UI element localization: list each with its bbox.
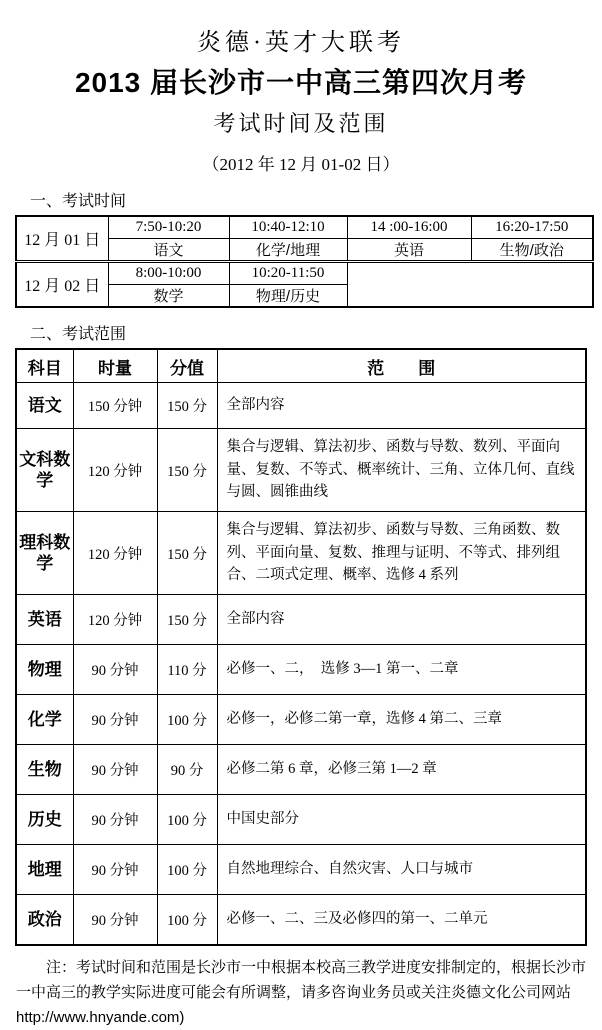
table-row xyxy=(16,845,586,895)
score-cell: 100 分 xyxy=(157,795,217,845)
subject-cell: 文科数学 xyxy=(16,429,73,512)
date-cell: 12 月 01 日 xyxy=(16,216,108,262)
exam-scope-table xyxy=(15,348,587,946)
subject-cell: 语文 xyxy=(108,239,229,262)
table-row xyxy=(16,645,586,695)
score-cell: 150 分 xyxy=(157,429,217,512)
table-row xyxy=(16,695,586,745)
col-header-score: 分值 xyxy=(157,349,217,383)
time-cell: 7:50-10:20 xyxy=(108,216,229,239)
range-cell: 全部内容 xyxy=(217,383,586,429)
table-row xyxy=(16,795,586,845)
subject-cell: 化学 xyxy=(16,695,73,745)
score-cell: 100 分 xyxy=(157,895,217,945)
exam-time-table xyxy=(15,215,594,308)
col-header-duration: 时量 xyxy=(73,349,157,383)
score-cell: 150 分 xyxy=(157,595,217,645)
col-header-range: 范 围 xyxy=(217,349,586,383)
col-header-subject: 科目 xyxy=(16,349,73,383)
table-row xyxy=(16,595,586,645)
score-cell: 150 分 xyxy=(157,383,217,429)
table-row xyxy=(16,429,586,512)
date-cell: 12 月 02 日 xyxy=(16,262,108,308)
time-cell: 14 :00-16:00 xyxy=(347,216,471,239)
duration-cell: 150 分钟 xyxy=(73,383,157,429)
subject-cell: 语文 xyxy=(16,383,73,429)
table-row xyxy=(16,512,586,595)
table-row xyxy=(16,216,593,239)
score-cell: 110 分 xyxy=(157,645,217,695)
section-heading-exam-scope: 二、考试范围 xyxy=(30,326,127,343)
duration-cell: 90 分钟 xyxy=(73,645,157,695)
subject-cell: 英语 xyxy=(16,595,73,645)
duration-cell: 120 分钟 xyxy=(73,595,157,645)
subject-cell: 历史 xyxy=(16,795,73,845)
range-cell: 中国史部分 xyxy=(217,795,586,845)
time-cell: 10:40-12:10 xyxy=(229,216,347,239)
time-cell: 8:00-10:00 xyxy=(108,262,229,285)
brand-title: 炎德·英才大联考 xyxy=(197,30,405,56)
score-cell: 100 分 xyxy=(157,845,217,895)
duration-cell: 120 分钟 xyxy=(73,429,157,512)
range-cell: 必修一、二、三及必修四的第一、二单元 xyxy=(217,895,586,945)
range-cell: 必修一，必修二第一章，选修 4 第二、三章 xyxy=(217,695,586,745)
exam-date-range: （2012 年 12 月 01-02 日） xyxy=(202,155,400,174)
duration-cell: 90 分钟 xyxy=(73,795,157,845)
time-cell: 16:20-17:50 xyxy=(471,216,593,239)
subject-cell: 理科数学 xyxy=(16,512,73,595)
table-header-row xyxy=(16,349,586,383)
table-row xyxy=(16,262,593,285)
subject-cell: 地理 xyxy=(16,845,73,895)
subject-cell: 化学/地理 xyxy=(229,239,347,262)
section-heading-exam-time: 一、考试时间 xyxy=(30,193,127,210)
score-cell: 100 分 xyxy=(157,695,217,745)
range-cell: 必修一、二， 选修 3—1 第一、二章 xyxy=(217,645,586,695)
duration-cell: 90 分钟 xyxy=(73,695,157,745)
table-row xyxy=(16,383,586,429)
time-cell: 10:20-11:50 xyxy=(229,262,347,285)
subject-cell: 数学 xyxy=(108,285,229,308)
subject-cell: 英语 xyxy=(347,239,471,262)
duration-cell: 120 分钟 xyxy=(73,512,157,595)
table-row xyxy=(16,895,586,945)
subject-cell: 物理 xyxy=(16,645,73,695)
subject-cell: 政治 xyxy=(16,895,73,945)
duration-cell: 90 分钟 xyxy=(73,895,157,945)
range-cell: 自然地理综合、自然灾害、人口与城市 xyxy=(217,845,586,895)
score-cell: 150 分 xyxy=(157,512,217,595)
subject-cell: 生物 xyxy=(16,745,73,795)
range-cell: 集合与逻辑、算法初步、函数与导数、三角函数、数列、平面向量、复数、推理与证明、不等式、排列组合、二项式定理、概率、选修 4 系列 xyxy=(217,512,586,595)
doc-subtitle: 考试时间及范围 xyxy=(213,111,389,136)
exam-title: 2013 届长沙市一中高三第四次月考 xyxy=(74,67,528,98)
table-row xyxy=(16,745,586,795)
footnote: 注：考试时间和范围是长沙市一中根据本校高三教学进度安排制定的，根据长沙市一中高三的教学实际进度可能会有所调整，请多咨询业务员或关注炎德文化公司网站 http://www.hnyande.com) xyxy=(16,958,587,1026)
subject-cell: 物理/历史 xyxy=(229,285,347,308)
empty-cell xyxy=(347,262,593,308)
duration-cell: 90 分钟 xyxy=(73,745,157,795)
range-cell: 集合与逻辑、算法初步、函数与导数、数列、平面向量、复数、不等式、概率统计、三角、立体几何、直线与圆、圆锥曲线 xyxy=(217,429,586,512)
duration-cell: 90 分钟 xyxy=(73,845,157,895)
range-cell: 全部内容 xyxy=(217,595,586,645)
score-cell: 90 分 xyxy=(157,745,217,795)
subject-cell: 生物/政治 xyxy=(471,239,593,262)
range-cell: 必修二第 6 章，必修三第 1—2 章 xyxy=(217,745,586,795)
